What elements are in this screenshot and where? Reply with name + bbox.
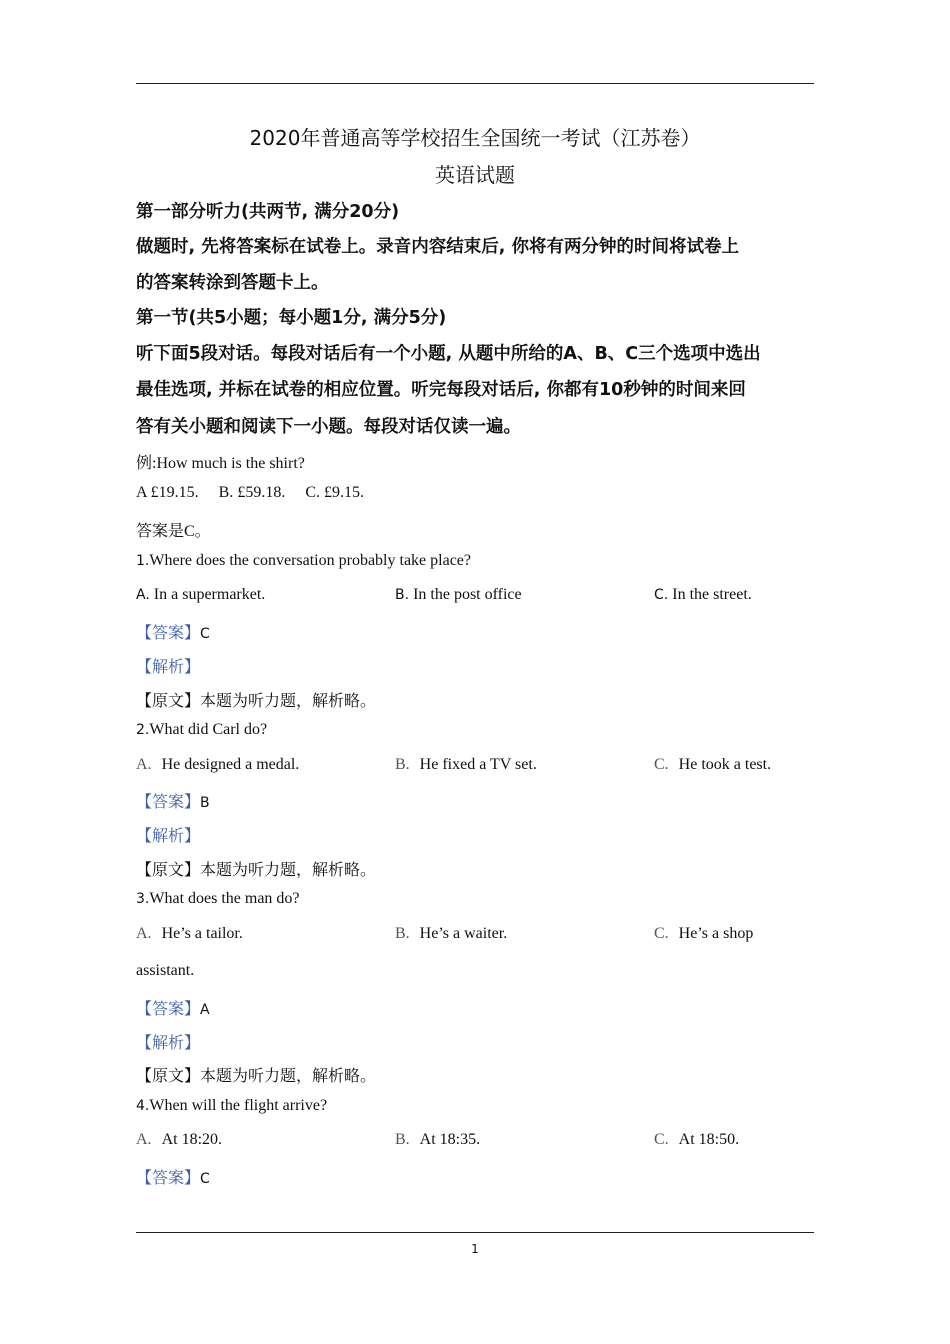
example-answer: 答案是C。: [136, 523, 211, 540]
option-b: B. In the post office: [395, 586, 522, 603]
section-instruction-1: 听下面5段对话。每段对话后有一个小题, 从题中所给的A、B、C三个选项中选出: [136, 344, 761, 364]
option-c: C. He’s a shop: [654, 925, 754, 942]
answer-value: C: [200, 626, 210, 642]
option-b: B. He fixed a TV set.: [395, 756, 537, 773]
question-number: 2.: [136, 722, 150, 738]
original-text: 【原文】本题为听力题，解析略。: [136, 691, 377, 710]
question-number: 1.: [136, 553, 150, 569]
header-rule: [136, 83, 814, 84]
answer-line: 【答案】C: [136, 623, 210, 642]
analysis-label: 【解析】: [136, 826, 201, 845]
option-a: A. In a supermarket.: [136, 586, 266, 603]
option-c: C. At 18:50.: [654, 1131, 740, 1148]
page-number: 1: [471, 1242, 479, 1256]
instruction-line-2: 的答案转涂到答题卡上。: [136, 273, 329, 293]
option-c: C. He took a test.: [654, 756, 772, 773]
option-a: A. He’s a tailor.: [136, 925, 243, 942]
question-number: 3.: [136, 891, 150, 907]
question-number: 4.: [136, 1098, 150, 1114]
page-title: 2020年普通高等学校招生全国统一考试（江苏卷）: [249, 126, 701, 150]
question-1: [136, 552, 471, 570]
answer-value: C: [200, 1171, 210, 1187]
option-a: A. At 18:20.: [136, 1131, 223, 1148]
option-c: C. In the street.: [654, 586, 752, 603]
section-instruction-2: 最佳选项, 并标在试卷的相应位置。听完每段对话后, 你都有10秒钟的时间来回: [136, 380, 746, 400]
page-subtitle: 英语试题: [435, 163, 515, 187]
option-c-continued: assistant.: [136, 962, 195, 979]
analysis-label: 【解析】: [136, 657, 201, 676]
question-3: [136, 890, 300, 908]
footer-rule: [136, 1232, 814, 1233]
part-heading: 第一部分听力(共两节, 满分20分): [136, 202, 400, 222]
original-text: 【原文】本题为听力题，解析略。: [136, 860, 377, 879]
question-text: Where does the conversation probably take place?: [149, 552, 471, 569]
answer-line: 【答案】A: [136, 999, 210, 1018]
analysis-label: 【解析】: [136, 1033, 201, 1052]
option-a: A. He designed a medal.: [136, 756, 300, 773]
question-4: [136, 1097, 327, 1115]
answer-value: A: [200, 1002, 210, 1018]
example-question: 例:How much is the shirt?: [136, 455, 305, 472]
question-2: [136, 721, 267, 739]
section-instruction-3: 答有关小题和阅读下一小题。每段对话仅读一遍。: [136, 417, 521, 437]
question-text: What does the man do?: [149, 890, 300, 907]
answer-line: 【答案】C: [136, 1168, 210, 1187]
question-text: What did Carl do?: [149, 721, 268, 738]
example-options: A £19.15. B. £59.18. C. £9.15.: [136, 484, 365, 501]
original-text: 【原文】本题为听力题，解析略。: [136, 1066, 377, 1085]
instruction-line-1: 做题时, 先将答案标在试卷上。录音内容结束后, 你将有两分钟的时间将试卷上: [136, 237, 739, 257]
option-b: B. At 18:35.: [395, 1131, 481, 1148]
question-text: When will the flight arrive?: [149, 1097, 328, 1114]
section-heading: 第一节(共5小题；每小题1分, 满分5分): [136, 308, 447, 328]
answer-value: B: [200, 795, 210, 811]
option-b: B. He’s a waiter.: [395, 925, 508, 942]
answer-line: 【答案】B: [136, 792, 210, 811]
